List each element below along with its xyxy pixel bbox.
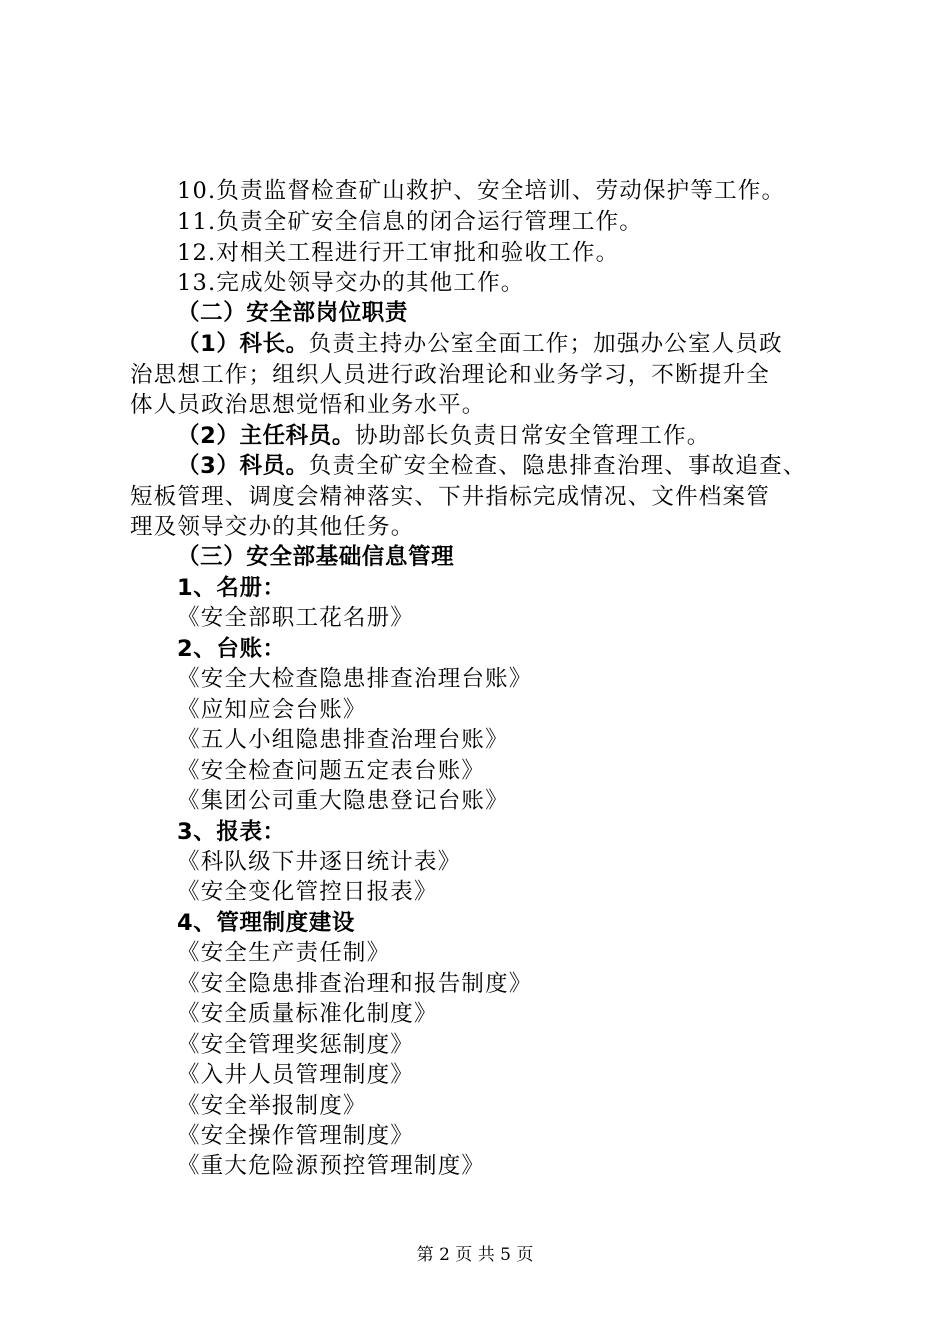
duty-item-12: 12.对相关工程进行开工审批和验收工作。	[177, 240, 620, 266]
duty-item-11: 11.负责全矿安全信息的闭合运行管理工作。	[177, 209, 643, 235]
list-item: 《科队级下井逐日统计表》	[177, 849, 462, 875]
role-1-line-2: 治思想工作；组织人员进行政治理论和业务学习，不断提升全	[130, 362, 770, 388]
list-item: 《安全检查问题五定表台账》	[177, 758, 486, 784]
role-2-paragraph	[177, 421, 950, 451]
subheading-ledger: 2、台账：	[177, 636, 286, 662]
role-1-line-3: 体人员政治思想觉悟和业务水平。	[130, 392, 486, 418]
role-3-line-3: 理及领导交办的其他任务。	[130, 514, 415, 540]
section-heading-2: （二）安全部岗位职责	[177, 300, 409, 326]
role-1-text: 负责主持办公室全面工作；加强办公室人员政	[308, 331, 783, 357]
list-item: 《集团公司重大隐患登记台账》	[177, 788, 509, 814]
duty-item-10: 10.负责监督检查矿山救护、安全培训、劳动保护等工作。	[177, 178, 786, 204]
role-3-line-2: 短板管理、调度会精神落实、下井指标完成情况、文件档案管	[130, 484, 770, 510]
duty-item-13: 13.完成处领导交办的其他工作。	[177, 270, 525, 296]
list-item: 《安全部职工花名册》	[177, 605, 415, 631]
list-item: 《安全大检查隐患排查治理台账》	[177, 666, 533, 692]
role-3-label: （3）科员。	[177, 453, 309, 479]
page-number-footer: 第 2 页 共 5 页	[416, 1245, 534, 1265]
role-2-label: （2）主任科员。	[177, 423, 355, 449]
list-item: 《安全举报制度》	[177, 1093, 367, 1119]
subheading-roster: 1、名册：	[177, 575, 286, 601]
role-3-paragraph	[177, 451, 950, 481]
list-item: 《安全生产责任制》	[177, 940, 391, 966]
role-3-text: 负责全矿安全检查、隐患排查治理、事故追查、	[308, 453, 807, 479]
subheading-reports: 3、报表：	[177, 819, 286, 845]
subheading-systems: 4、管理制度建设	[177, 910, 355, 936]
list-item: 《应知应会台账》	[177, 697, 367, 723]
list-item: 《入井人员管理制度》	[177, 1062, 415, 1088]
list-item: 《五人小组隐患排查治理台账》	[177, 727, 509, 753]
role-1-paragraph	[177, 329, 950, 359]
list-item: 《重大危险源预控管理制度》	[177, 1153, 486, 1179]
role-2-text: 协助部长负责日常安全管理工作。	[354, 423, 711, 449]
role-1-label: （1）科长。	[177, 331, 309, 357]
list-item: 《安全管理奖惩制度》	[177, 1032, 415, 1058]
list-item: 《安全变化管控日报表》	[177, 879, 438, 905]
list-item: 《安全操作管理制度》	[177, 1123, 415, 1149]
section-heading-3: （三）安全部基础信息管理	[177, 544, 455, 570]
list-item: 《安全质量标准化制度》	[177, 1001, 438, 1027]
list-item: 《安全隐患排查治理和报告制度》	[177, 971, 533, 997]
